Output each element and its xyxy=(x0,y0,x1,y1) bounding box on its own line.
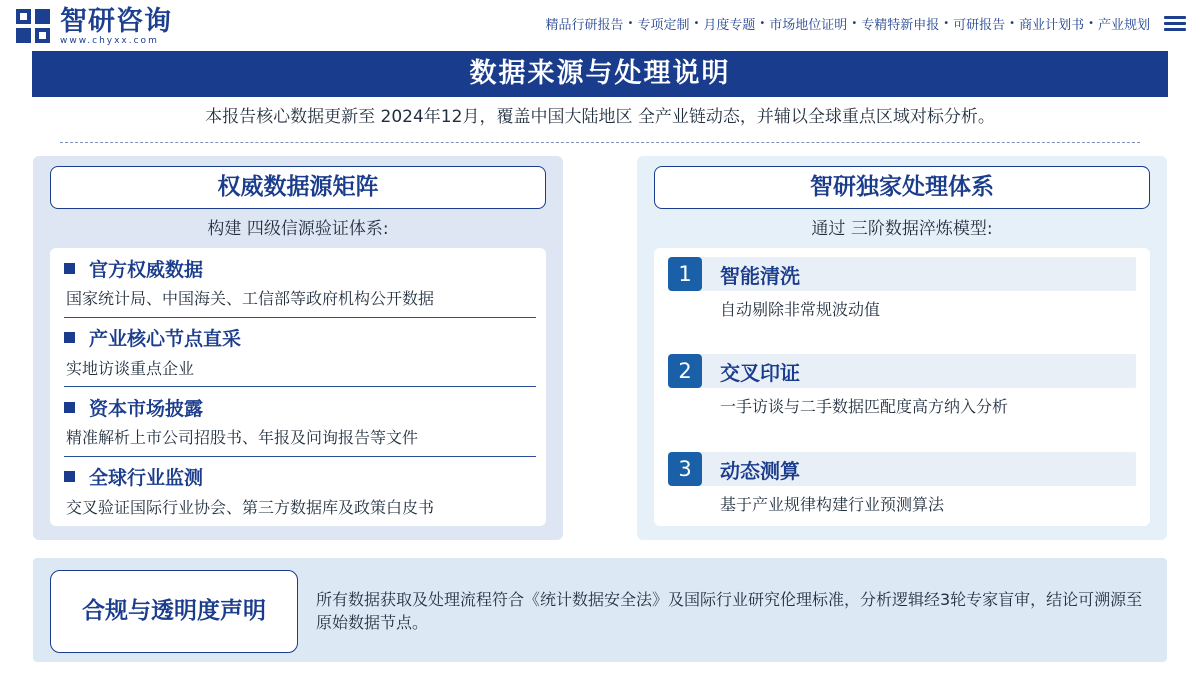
intro-text: 本报告核心数据更新至 2024年12月，覆盖中国大陆地区 全产业链动态，并辅以全球重点区域对标分析。 xyxy=(205,107,995,127)
square-bullet-icon xyxy=(64,332,75,343)
step-list xyxy=(654,248,1150,526)
logo-name: 智研咨询 xyxy=(60,5,172,37)
logo-icon xyxy=(14,7,52,45)
logo[interactable] xyxy=(14,6,172,46)
panel-title-sources: 权威数据源矩阵 xyxy=(50,166,546,209)
hamburger-icon[interactable] xyxy=(1164,16,1186,34)
nav-separator: • xyxy=(693,18,700,29)
panel-title-processing: 智研独家处理体系 xyxy=(654,166,1150,209)
top-bar xyxy=(0,0,1200,50)
source-title: 全球行业监测 xyxy=(89,467,204,489)
nav-item-market-position[interactable]: 市场地位证明 xyxy=(769,18,848,33)
nav-separator: • xyxy=(943,18,950,29)
nav-separator: • xyxy=(759,18,766,29)
square-bullet-icon xyxy=(64,471,75,482)
compliance-section xyxy=(33,558,1167,662)
source-title: 资本市场披露 xyxy=(89,397,204,420)
list-item xyxy=(64,457,536,527)
step-title: 智能清洗 xyxy=(720,263,800,288)
source-desc: 精准解析上市公司招股书、年报及问询报告等文件 xyxy=(66,428,419,447)
nav-item-reports[interactable]: 精品行研报告 xyxy=(545,18,624,33)
source-list xyxy=(50,248,546,526)
step-desc: 自动剔除非常规波动值 xyxy=(720,300,881,319)
step-title: 动态测算 xyxy=(720,458,800,483)
nav-item-business-plan[interactable]: 商业计划书 xyxy=(1019,18,1085,33)
square-bullet-icon xyxy=(64,402,75,413)
divider xyxy=(60,142,1140,143)
data-sources-panel xyxy=(33,156,563,540)
top-nav xyxy=(546,14,1150,33)
list-item xyxy=(64,248,536,318)
nav-item-monthly[interactable]: 月度专题 xyxy=(703,18,756,33)
source-desc: 国家统计局、中国海关、工信部等政府机构公开数据 xyxy=(66,289,435,308)
compliance-text: 所有数据获取及处理流程符合《统计数据安全法》及国际行业研究伦理标准，分析逻辑经3轮专家盲审，结论可溯源至原始数据节点。 xyxy=(316,590,1143,632)
step-number-badge: 1 xyxy=(668,257,702,291)
nav-item-feasibility[interactable]: 可研报告 xyxy=(953,18,1006,33)
nav-item-specialized[interactable]: 专精特新申报 xyxy=(861,18,940,33)
step-number-badge: 2 xyxy=(668,354,702,388)
square-bullet-icon xyxy=(64,263,75,274)
source-desc: 实地访谈重点企业 xyxy=(66,358,195,378)
step-item xyxy=(668,354,1136,417)
source-desc: 交叉验证国际行业协会、第三方数据库及政策白皮书 xyxy=(66,497,435,517)
step-title: 交叉印证 xyxy=(720,360,800,385)
list-item xyxy=(64,318,536,388)
step-desc: 一手访谈与二手数据匹配度高方纳入分析 xyxy=(720,397,1009,416)
step-item xyxy=(668,257,1136,320)
nav-separator: • xyxy=(851,18,858,29)
page-title: 数据来源与处理说明 xyxy=(32,51,1168,97)
nav-separator: • xyxy=(1088,18,1094,29)
list-item xyxy=(64,387,536,457)
nav-separator: • xyxy=(627,18,634,29)
nav-item-custom[interactable]: 专项定制 xyxy=(637,18,690,33)
step-desc: 基于产业规律构建行业预测算法 xyxy=(720,495,945,514)
panel-subtitle-sources: 构建 四级信源验证体系: xyxy=(207,219,389,239)
source-title: 官方权威数据 xyxy=(89,258,204,281)
source-title: 产业核心节点直采 xyxy=(89,328,242,350)
processing-panel xyxy=(637,156,1167,540)
panel-subtitle-processing: 通过 三阶数据淬炼模型: xyxy=(811,219,993,239)
compliance-label: 合规与透明度声明 xyxy=(50,570,298,653)
nav-item-industry-planning[interactable]: 产业规划 xyxy=(1097,18,1150,33)
step-item xyxy=(668,452,1136,515)
step-number-badge: 3 xyxy=(668,452,702,486)
logo-url: www.chyxx.com xyxy=(60,35,159,46)
nav-separator: • xyxy=(1009,18,1016,29)
